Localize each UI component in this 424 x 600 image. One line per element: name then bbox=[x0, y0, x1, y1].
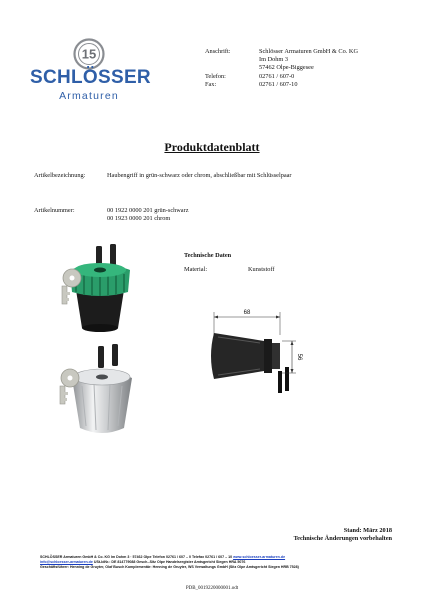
technical-drawing bbox=[200, 305, 320, 415]
dim-width-label: 68 bbox=[243, 310, 251, 316]
dim-height-label: 56 bbox=[296, 353, 302, 361]
company-name: Schlösser Armaturen GmbH & Co. KG bbox=[259, 48, 358, 55]
material-label: Material: bbox=[184, 266, 208, 273]
logo-mark-icon bbox=[73, 38, 105, 70]
telefon-label: Telefon: bbox=[205, 73, 226, 80]
bezeichnung-label: Artikelbezeichnung: bbox=[34, 172, 86, 179]
page-title: Produktdatenblatt bbox=[164, 140, 260, 154]
material-value: Kunststoff bbox=[248, 266, 275, 273]
artikelnummer-label: Artikelnummer: bbox=[34, 207, 75, 214]
changes-note: Technische Änderungen vorbehalten bbox=[293, 535, 392, 542]
product-image-chrome bbox=[28, 340, 158, 440]
document-id: PDB_0019220000001.odt bbox=[185, 586, 239, 591]
company-logo bbox=[30, 38, 151, 104]
logo-name: SCHLÖSSER bbox=[30, 67, 151, 88]
tech-data-title: Technische Daten bbox=[184, 252, 232, 259]
footer-stand-block bbox=[294, 527, 392, 543]
email-link[interactable]: info@schloesser-armaturen.de bbox=[40, 560, 93, 564]
stand-date: Stand: März 2018 bbox=[343, 527, 392, 534]
bezeichnung-value: Haubengriff in grün-schwarz oder chrom, abschließbar mit Schlüsselpaar bbox=[107, 172, 292, 179]
footer-line-1-text: SCHLÖSSER Armaturen GmbH & Co. KG Im Dohm 3 · 57462 Olpe Telefon 02761 / 607 – 0 Telefax 02761 / 607 – 10 bbox=[40, 555, 233, 559]
logo-subtitle: Armaturen bbox=[59, 90, 119, 102]
artikelnummer-2: 00 1923 0000 201 chrom bbox=[107, 215, 171, 222]
anschrift-label: Anschrift: bbox=[205, 48, 231, 55]
fax-value: 02761 / 607-10 bbox=[259, 81, 298, 88]
telefon-value: 02761 / 607-0 bbox=[259, 73, 295, 80]
company-city: 57462 Olpe-Biggesee bbox=[259, 64, 314, 71]
footer-line-3: Geschäftsführer: Henning de Gruyter, Olaf Busch Komplementär: Henning de Gruyter, WS Verwaltungs GmbH (Sitz Olpe Amtsgericht Siegen HRB 7528) bbox=[40, 565, 299, 569]
website-link[interactable]: www.schloesser-armaturen.de bbox=[233, 555, 286, 559]
footer-company-info bbox=[40, 555, 299, 570]
logo-mark-text: 15 bbox=[81, 46, 97, 62]
fax-label: Fax: bbox=[205, 81, 217, 88]
company-street: Im Dohm 3 bbox=[259, 56, 289, 63]
artikelnummer-1: 00 1922 0000 201 grün-schwarz bbox=[107, 207, 189, 214]
product-image-green-black bbox=[28, 240, 158, 336]
footer-line-2-text: USt-IdNr.: DE 814779088 Gesch.-Sitz Olpe Handelsregister Amtsgericht Siegen HRA 5076 bbox=[93, 560, 246, 564]
